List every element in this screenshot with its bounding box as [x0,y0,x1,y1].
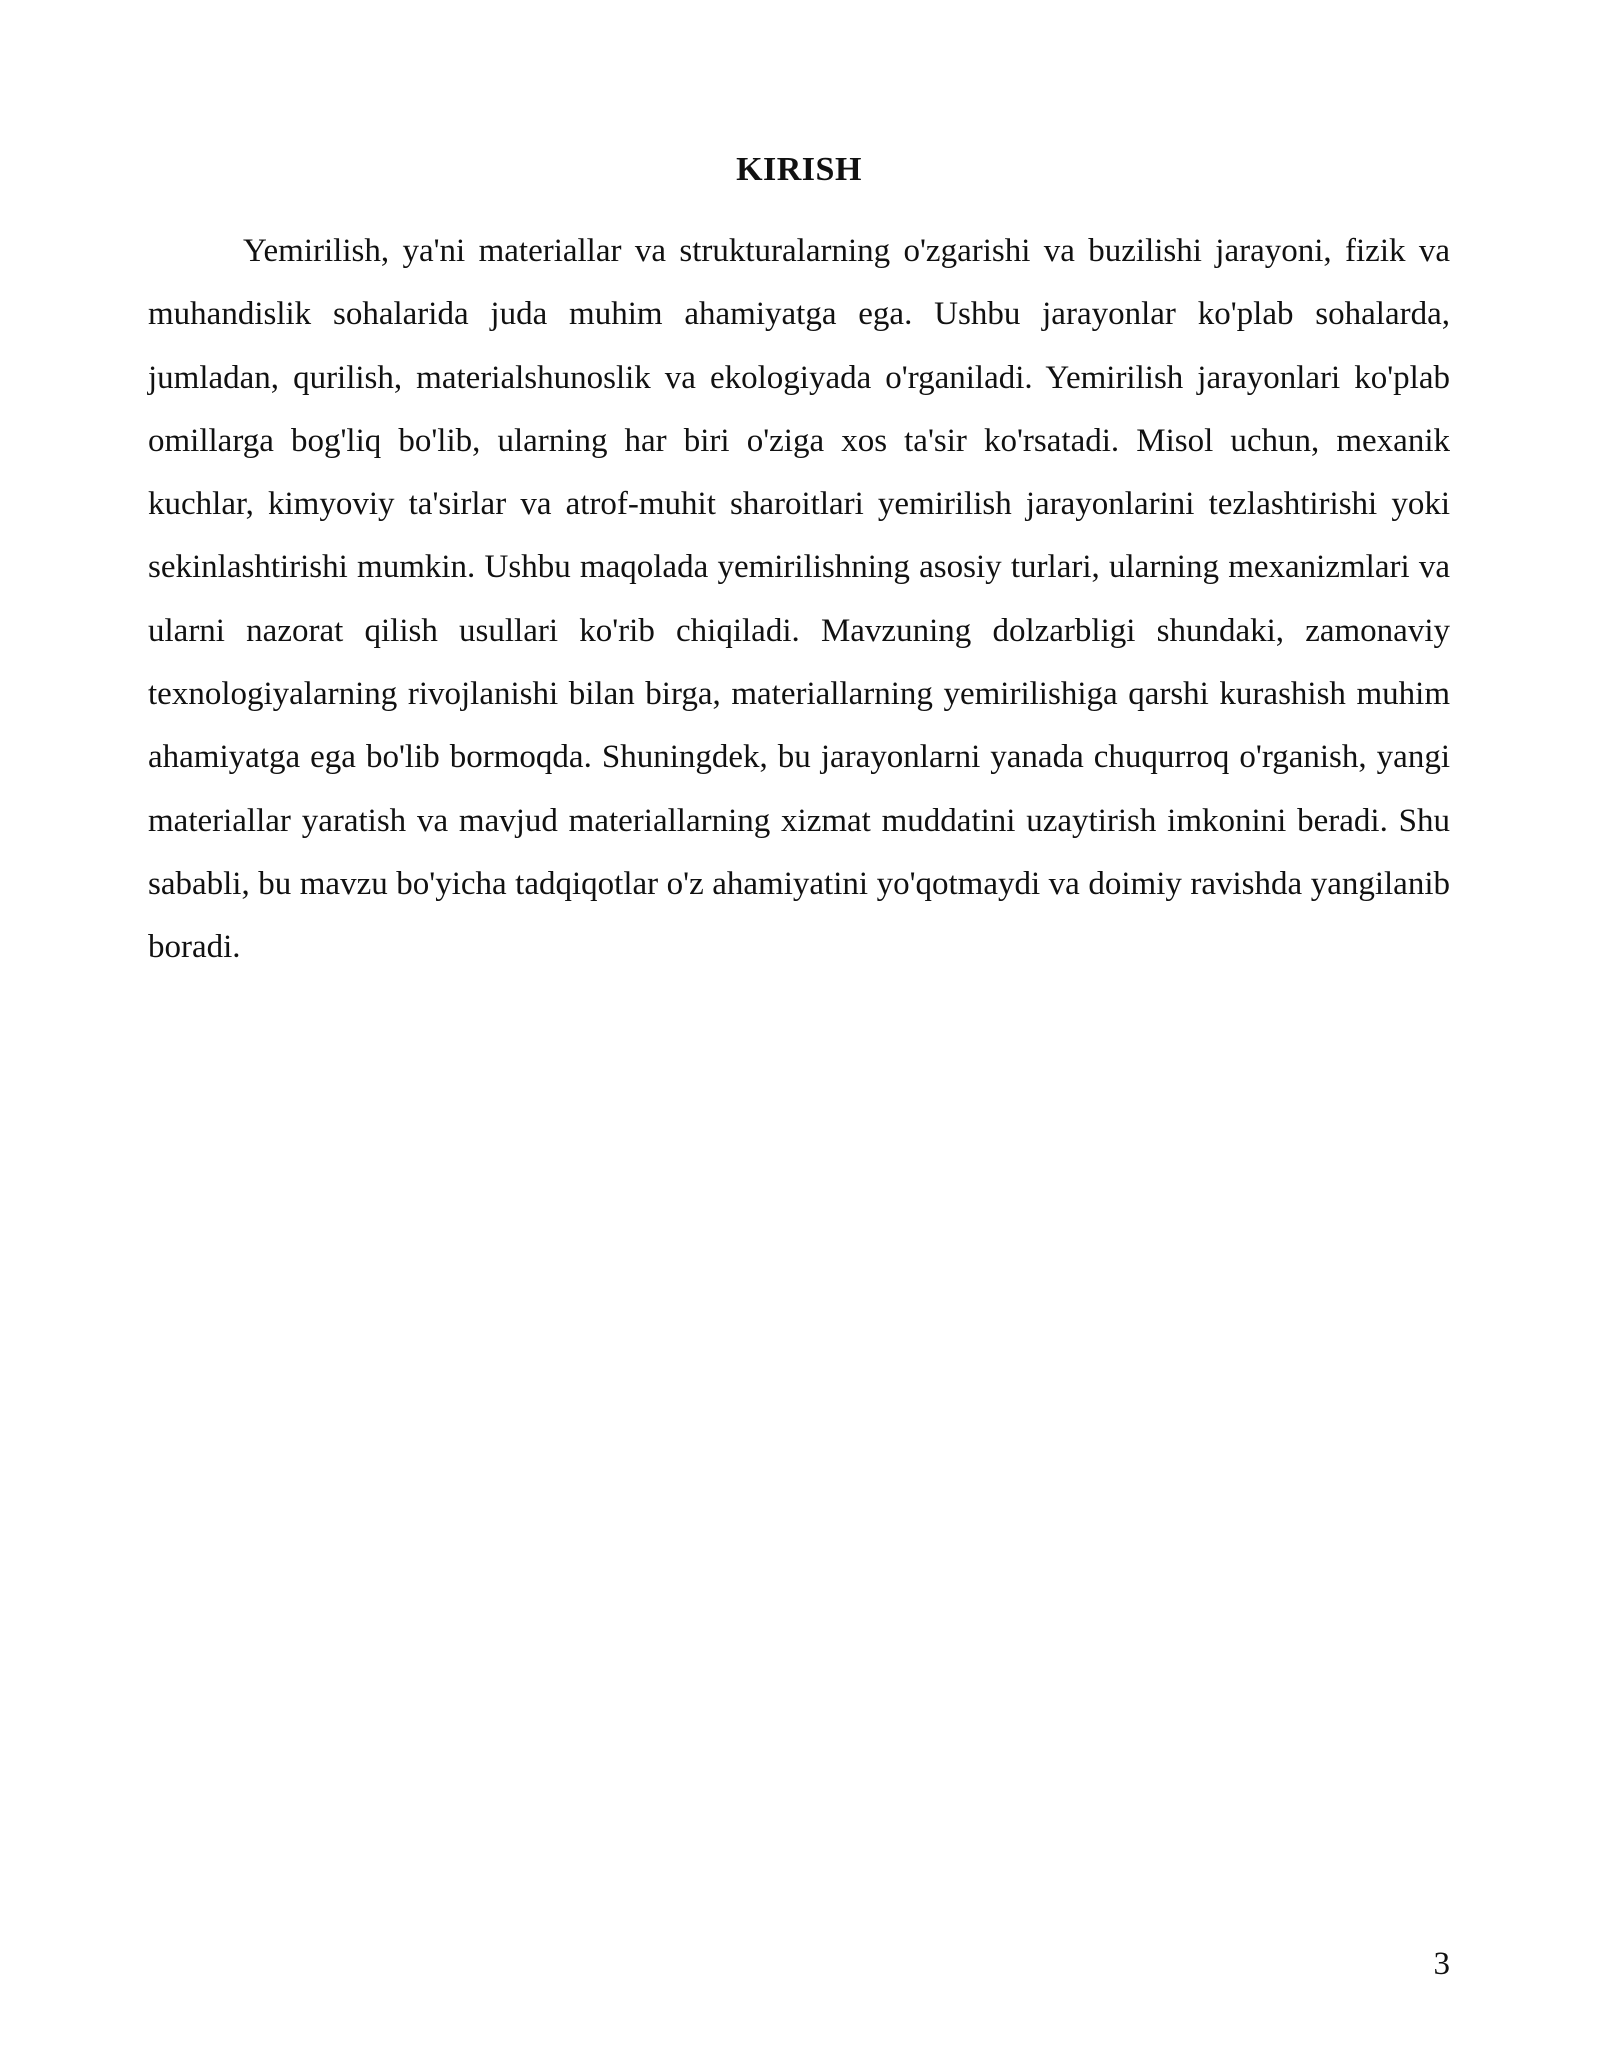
section-heading: KIRISH [736,151,862,188]
body-paragraph: Yemirilish, ya'ni materiallar va strukturalarning o'zgarishi va buzilishi jarayoni, fizik va muhandislik sohalarida juda muhim ahamiyatga ega. Ushbu jarayonlar ko'plab sohalarda, jumladan, qurilish, materialshunoslik va ekologiyada o'rganiladi. Yemirilish jarayonlari ko'plab omillarga bog'liq bo'lib, ularning har biri o'ziga xos ta'sir ko'rsatadi. Misol uchun, mexanik kuchlar, kimyoviy ta'sirlar va atrof-muhit sharoitlari yemirilish jarayonlarini tezlashtirishi yoki sekinlashtirishi mumkin. Ushbu maqolada yemirilishning asosiy turlari, ularning mexanizmlari va ularni nazorat qilish usullari ko'rib chiqiladi. Mavzuning dolzarbligi shundaki, zamonaviy texnologiyalarning rivojlanishi bilan birga, materiallarning yemirilishiga qarshi kurashish muhim ahamiyatga ega bo'lib bormoqda. Shuningdek, bu jarayonlarni yanada chuqurroq o'rganish, yangi materiallar yaratish va mavjud materiallarning xizmat muddatini uzaytirish imkonini beradi. Shu sababli, bu mavzu bo'yicha tadqiqotlar o'z ahamiyatini yo'qotmaydi va doimiy ravishda yangilanib boradi. [148,233,1450,966]
page-number: 3 [1433,1946,1450,1982]
